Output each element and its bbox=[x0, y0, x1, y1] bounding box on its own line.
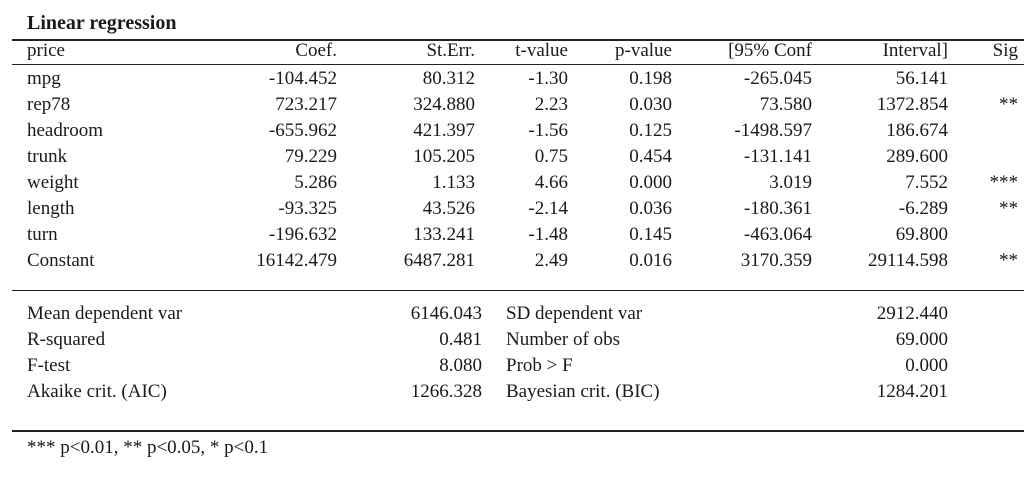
table-row bbox=[0, 92, 1024, 118]
stat-value: 2912.440 bbox=[876, 303, 948, 324]
stat-label: Bayesian crit. (BIC) bbox=[506, 381, 660, 402]
row-variable: weight bbox=[27, 172, 79, 193]
table-row bbox=[0, 222, 1024, 248]
row-ci-lo: -463.064 bbox=[743, 224, 812, 245]
row-ci-hi: 289.600 bbox=[886, 146, 948, 167]
row-ci-hi: 7.552 bbox=[905, 172, 948, 193]
stat-value: 1284.201 bbox=[876, 381, 948, 402]
row-coef: 5.286 bbox=[294, 172, 337, 193]
row-se: 105.205 bbox=[413, 146, 475, 167]
row-se: 1.133 bbox=[432, 172, 475, 193]
row-t: 2.23 bbox=[534, 94, 568, 115]
stat-value: 0.481 bbox=[439, 329, 482, 350]
row-sig: ** bbox=[999, 94, 1018, 115]
row-ci-lo: -131.141 bbox=[743, 146, 812, 167]
stat-label: Mean dependent var bbox=[27, 303, 183, 324]
row-t: 2.49 bbox=[534, 250, 568, 271]
row-t: 4.66 bbox=[534, 172, 568, 193]
stat-value: 6146.043 bbox=[410, 303, 482, 324]
row-se: 6487.281 bbox=[403, 250, 475, 271]
stat-label: Akaike crit. (AIC) bbox=[27, 381, 167, 402]
row-ci-hi: 29114.598 bbox=[867, 250, 948, 271]
stat-value: 1266.328 bbox=[410, 381, 482, 402]
stat-label: R-squared bbox=[27, 329, 106, 350]
row-t: -1.30 bbox=[528, 68, 568, 89]
significance-footnote: *** p<0.01, ** p<0.05, * p<0.1 bbox=[27, 437, 269, 458]
row-coef: -655.962 bbox=[268, 120, 337, 141]
stat-row bbox=[0, 327, 1024, 353]
row-p: 0.198 bbox=[629, 68, 672, 89]
row-coef: 723.217 bbox=[275, 94, 337, 115]
row-se: 80.312 bbox=[422, 68, 475, 89]
row-ci-lo: -180.361 bbox=[743, 198, 812, 219]
row-p: 0.000 bbox=[629, 172, 672, 193]
stat-value: 8.080 bbox=[439, 355, 482, 376]
stat-value: 69.000 bbox=[895, 329, 948, 350]
row-variable: mpg bbox=[27, 68, 61, 89]
row-ci-lo: 73.580 bbox=[759, 94, 812, 115]
table-row bbox=[0, 144, 1024, 170]
row-variable: length bbox=[27, 198, 75, 219]
table-row bbox=[0, 170, 1024, 196]
stats-rule bbox=[12, 290, 1024, 291]
header-rule bbox=[12, 64, 1024, 65]
row-ci-hi: 69.800 bbox=[895, 224, 948, 245]
header-se: St.Err. bbox=[426, 40, 475, 61]
row-t: -1.48 bbox=[528, 224, 568, 245]
row-ci-lo: 3.019 bbox=[769, 172, 812, 193]
row-variable: trunk bbox=[27, 146, 68, 167]
header-t: t-value bbox=[515, 40, 568, 61]
row-se: 133.241 bbox=[413, 224, 475, 245]
row-p: 0.016 bbox=[629, 250, 672, 271]
header-depvar: price bbox=[27, 40, 65, 61]
row-p: 0.030 bbox=[629, 94, 672, 115]
header-sig: Sig bbox=[992, 40, 1018, 61]
header-p: p-value bbox=[615, 40, 672, 61]
row-p: 0.036 bbox=[629, 198, 672, 219]
table-header-row bbox=[0, 38, 1024, 64]
stat-row bbox=[0, 379, 1024, 405]
row-t: 0.75 bbox=[534, 146, 568, 167]
row-ci-hi: 186.674 bbox=[886, 120, 948, 141]
row-t: -1.56 bbox=[528, 120, 568, 141]
table-title: Linear regression bbox=[27, 12, 177, 34]
row-se: 421.397 bbox=[413, 120, 475, 141]
row-sig: ** bbox=[999, 198, 1018, 219]
header-coef: Coef. bbox=[295, 40, 337, 61]
row-coef: -93.325 bbox=[278, 198, 337, 219]
row-ci-lo: 3170.359 bbox=[740, 250, 812, 271]
row-variable: Constant bbox=[27, 250, 95, 271]
row-ci-lo: -1498.597 bbox=[734, 120, 812, 141]
stat-row bbox=[0, 353, 1024, 379]
row-p: 0.454 bbox=[629, 146, 672, 167]
row-coef: -104.452 bbox=[268, 68, 337, 89]
row-ci-lo: -265.045 bbox=[743, 68, 812, 89]
row-se: 324.880 bbox=[413, 94, 475, 115]
row-p: 0.125 bbox=[629, 120, 672, 141]
bottom-rule bbox=[12, 430, 1024, 432]
row-ci-hi: -6.289 bbox=[898, 198, 948, 219]
table-row bbox=[0, 66, 1024, 92]
stat-row bbox=[0, 301, 1024, 327]
header-ci-hi: Interval] bbox=[882, 40, 948, 61]
row-variable: headroom bbox=[27, 120, 103, 141]
row-p: 0.145 bbox=[629, 224, 672, 245]
row-t: -2.14 bbox=[528, 198, 568, 219]
row-variable: rep78 bbox=[27, 94, 71, 115]
row-sig: ** bbox=[999, 250, 1018, 271]
stat-label: F-test bbox=[27, 355, 71, 376]
table-row bbox=[0, 248, 1024, 274]
table-row bbox=[0, 196, 1024, 222]
row-coef: 79.229 bbox=[284, 146, 337, 167]
row-coef: 16142.479 bbox=[256, 250, 337, 271]
table-row bbox=[0, 118, 1024, 144]
row-ci-hi: 56.141 bbox=[895, 68, 948, 89]
stat-value: 0.000 bbox=[905, 355, 948, 376]
row-coef: -196.632 bbox=[268, 224, 337, 245]
row-ci-hi: 1372.854 bbox=[876, 94, 948, 115]
row-variable: turn bbox=[27, 224, 58, 245]
row-se: 43.526 bbox=[422, 198, 475, 219]
header-ci-lo: [95% Conf bbox=[728, 40, 812, 61]
stat-label: SD dependent var bbox=[506, 303, 643, 324]
stat-label: Number of obs bbox=[506, 329, 620, 350]
row-sig: *** bbox=[989, 172, 1018, 193]
stat-label: Prob > F bbox=[506, 355, 573, 376]
